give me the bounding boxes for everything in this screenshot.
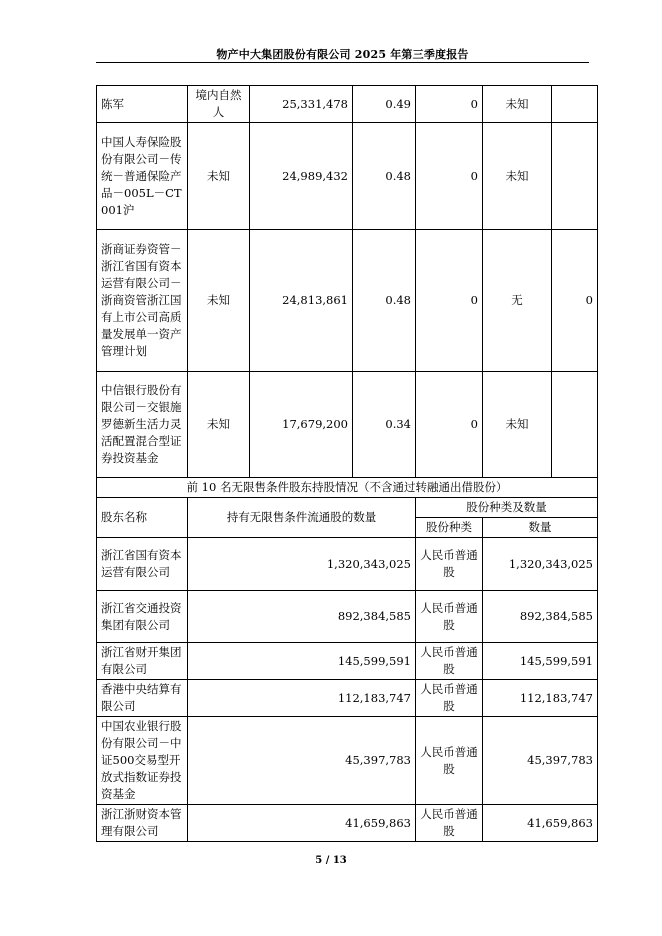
col-header-type-group: 股份种类及数量 <box>416 498 598 518</box>
page-header: 物产中大集团股份有限公司 2025 年第三季度报告 <box>216 48 469 61</box>
holder-name: 中国农业银行股份有限公司－中证500交易型开放式指数证券投资基金 <box>97 717 188 805</box>
holder-nature: 未知 <box>188 372 250 478</box>
table-header-row <box>97 498 598 518</box>
col-header-holder: 股东名称 <box>97 498 188 538</box>
share-qty: 892,384,585 <box>483 591 598 643</box>
share-type: 人民币普通股 <box>416 805 483 842</box>
pledge-qty: 0 <box>552 230 598 372</box>
holder-name: 中国人寿保险股份有限公司－传统－普通保险产品－005L－CT001沪 <box>97 123 188 230</box>
holder-ratio: 0.48 <box>353 123 416 230</box>
table-row <box>97 372 598 478</box>
holder-nature: 未知 <box>188 230 250 372</box>
share-type: 人民币普通股 <box>416 680 483 717</box>
table-row <box>97 643 598 680</box>
share-qty: 41,659,863 <box>483 805 598 842</box>
share-type: 人民币普通股 <box>416 591 483 643</box>
share-qty: 112,183,747 <box>483 680 598 717</box>
holder-ratio: 0.48 <box>353 230 416 372</box>
holder-shares: 112,183,747 <box>188 680 416 717</box>
share-type: 人民币普通股 <box>416 717 483 805</box>
holder-nature: 境内自然人 <box>188 86 250 123</box>
holder-restricted: 0 <box>416 123 483 230</box>
shareholder-table <box>96 85 598 842</box>
holder-shares: 1,320,343,025 <box>188 538 416 591</box>
col-header-qty: 数量 <box>483 518 598 538</box>
pledge-status: 未知 <box>483 123 552 230</box>
holder-name: 浙江省财开集团有限公司 <box>97 643 188 680</box>
share-type: 人民币普通股 <box>416 643 483 680</box>
holder-shares: 41,659,863 <box>188 805 416 842</box>
pledge-qty <box>552 86 598 123</box>
holder-shares: 17,679,200 <box>250 372 353 478</box>
holder-restricted: 0 <box>416 230 483 372</box>
share-qty: 145,599,591 <box>483 643 598 680</box>
pledge-qty <box>552 372 598 478</box>
holder-name: 香港中央结算有限公司 <box>97 680 188 717</box>
table-row <box>97 230 598 372</box>
table-row <box>97 123 598 230</box>
holder-shares: 25,331,478 <box>250 86 353 123</box>
table-row <box>97 680 598 717</box>
table-row <box>97 805 598 842</box>
section-title: 前 10 名无限售条件股东持股情况（不含通过转融通出借股份） <box>97 478 598 498</box>
share-qty: 1,320,343,025 <box>483 538 598 591</box>
holder-name: 中信银行股份有限公司－交银施罗德新生活力灵活配置混合型证券投资基金 <box>97 372 188 478</box>
holder-name: 浙江省国有资本运营有限公司 <box>97 538 188 591</box>
table-row <box>97 717 598 805</box>
holder-ratio: 0.34 <box>353 372 416 478</box>
header-divider <box>96 62 589 63</box>
holder-restricted: 0 <box>416 86 483 123</box>
pledge-qty <box>552 123 598 230</box>
holder-shares: 24,813,861 <box>250 230 353 372</box>
holder-name: 浙商证券资管－浙江省国有资本运营有限公司－浙商资管浙江国有上市公司高质量发展单一资产管理计划 <box>97 230 188 372</box>
pledge-status: 无 <box>483 230 552 372</box>
holder-shares: 45,397,783 <box>188 717 416 805</box>
table-row <box>97 86 598 123</box>
holder-nature: 未知 <box>188 123 250 230</box>
holder-ratio: 0.49 <box>353 86 416 123</box>
pledge-status: 未知 <box>483 372 552 478</box>
share-type: 人民币普通股 <box>416 538 483 591</box>
holder-name: 浙江浙财资本管理有限公司 <box>97 805 188 842</box>
table-row <box>97 591 598 643</box>
share-qty: 45,397,783 <box>483 717 598 805</box>
holder-name: 浙江省交通投资集团有限公司 <box>97 591 188 643</box>
holder-name: 陈军 <box>97 86 188 123</box>
page-number: 5 / 13 <box>315 855 347 866</box>
holder-shares: 24,989,432 <box>250 123 353 230</box>
holder-restricted: 0 <box>416 372 483 478</box>
col-header-type: 股份种类 <box>416 518 483 538</box>
col-header-shares: 持有无限售条件流通股的数量 <box>188 498 416 538</box>
holder-shares: 892,384,585 <box>188 591 416 643</box>
holder-shares: 145,599,591 <box>188 643 416 680</box>
pledge-status: 未知 <box>483 86 552 123</box>
section-title-row <box>97 478 598 498</box>
table-row <box>97 538 598 591</box>
